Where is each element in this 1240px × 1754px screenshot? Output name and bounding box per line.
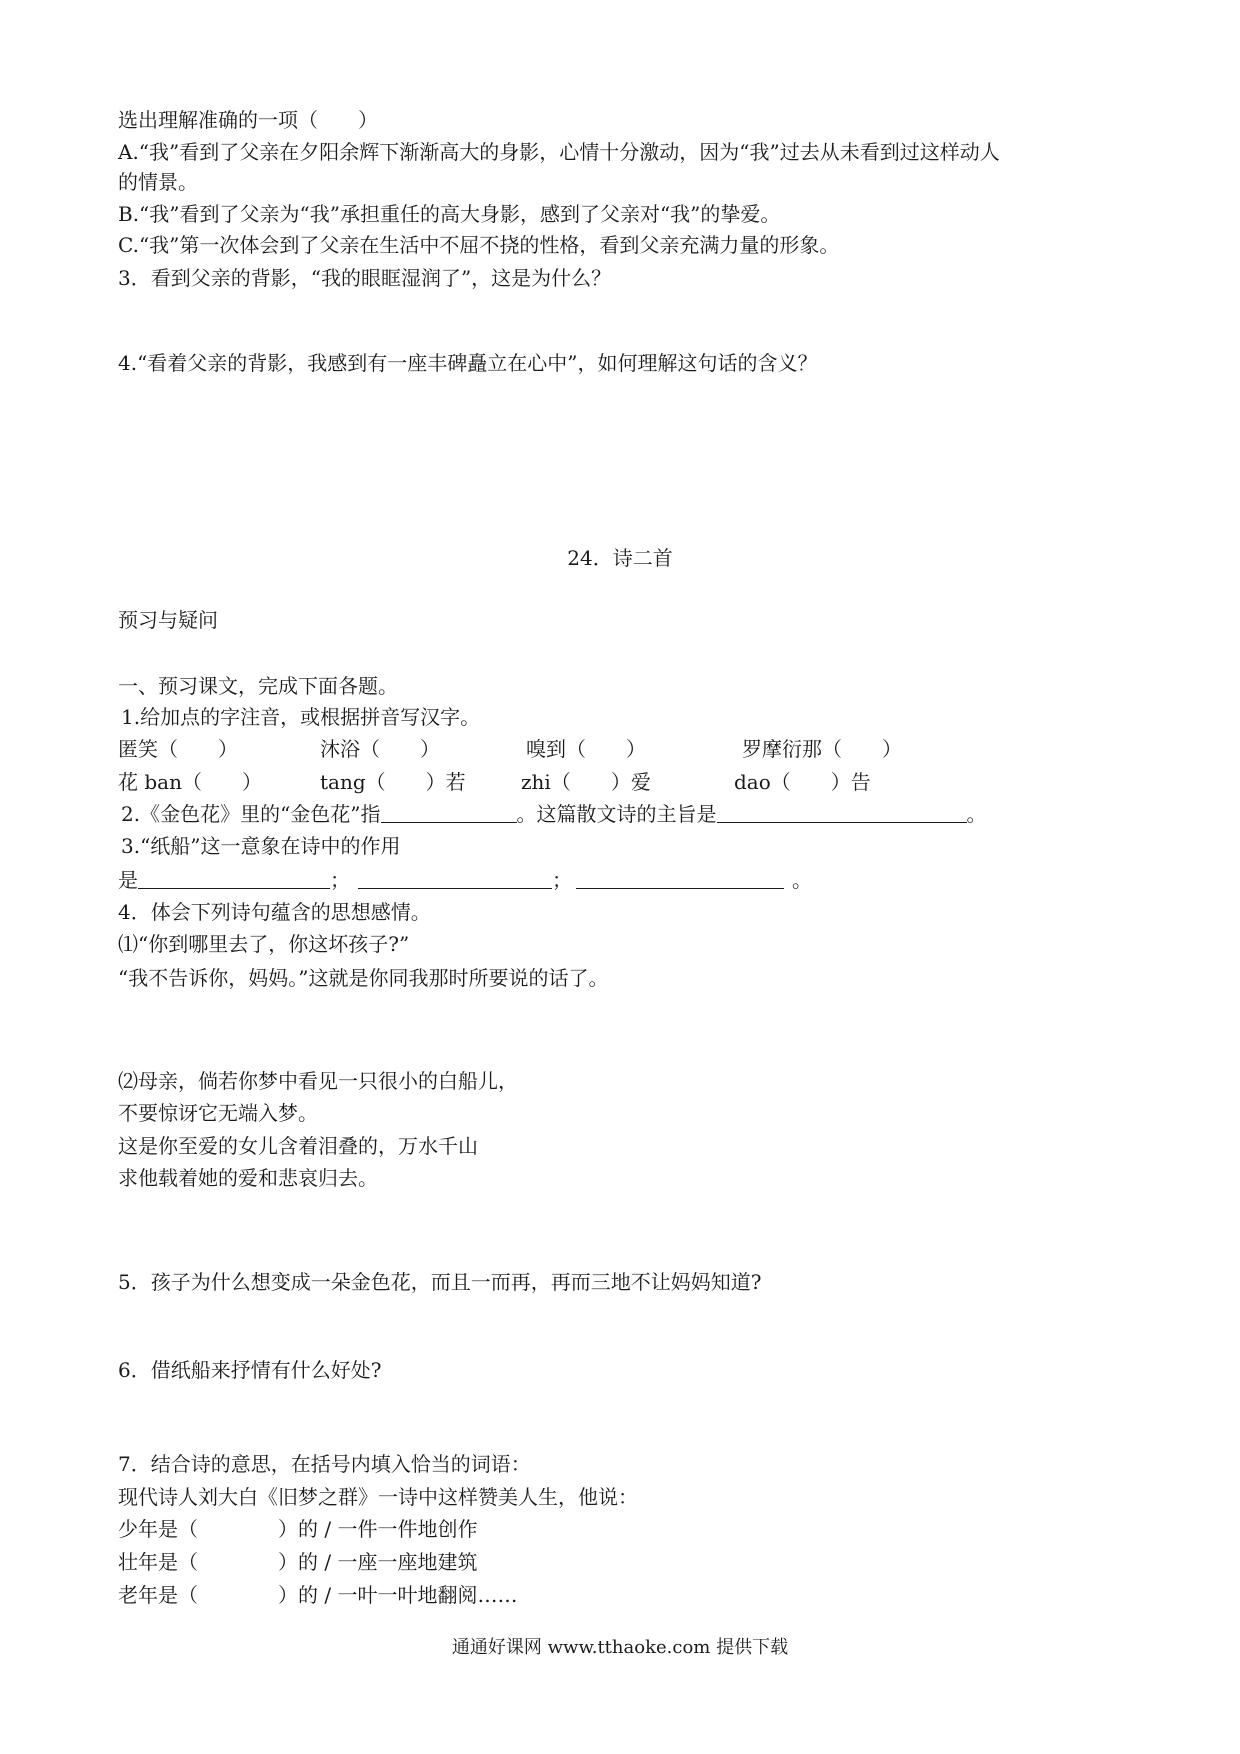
poem-line: 不要惊讶它无端入梦。	[118, 1101, 318, 1125]
pinyin-item: 嗅到（ ）	[526, 737, 646, 761]
question-7: 7．结合诗的意思，在括号内填入恰当的词语：	[118, 1452, 531, 1476]
answer-blank[interactable]	[138, 866, 330, 889]
answer-blank[interactable]	[381, 800, 517, 823]
q7-line: 少年是（ ）的 / 一件一件地创作	[118, 1517, 478, 1541]
q1-prompt: 1.给加点的字注音，或根据拼音写汉字。	[121, 705, 481, 729]
q2-end: 。	[966, 802, 987, 826]
part1-heading: 一、预习课文，完成下面各题。	[118, 674, 398, 698]
answer-blank[interactable]	[717, 800, 967, 823]
answer-blank[interactable]	[576, 866, 784, 889]
answer-blank[interactable]	[358, 866, 552, 889]
q2-prompt: 选出理解准确的一项（ ）	[118, 108, 378, 132]
q3-line2	[118, 864, 812, 896]
page-footer: 通通好课网 www.tthaoke.com 提供下载	[451, 1637, 789, 1658]
preview-heading: 预习与疑问	[118, 608, 218, 632]
pinyin-item: 匿笑（ ）	[118, 737, 238, 761]
q3-end: 。	[792, 868, 812, 892]
option-a-line2: 的情景。	[118, 170, 198, 194]
semicolon: ；	[552, 868, 572, 892]
pinyin-item: 罗摩衍那（ ）	[742, 737, 902, 761]
q7-line: 老年是（ ）的 / 一叶一叶地翻阅……	[118, 1583, 518, 1607]
question-3: 3．看到父亲的背影，“我的眼眶湿润了”，这是为什么？	[118, 266, 612, 290]
q4-1-line1: ⑴“你到哪里去了，你这坏孩子?”	[118, 932, 410, 956]
option-a-line1: A.“我”看到了父亲在夕阳余辉下渐渐高大的身影，心情十分激动，因为“我”过去从未看到过这样动人	[118, 140, 1000, 164]
q7-line: 壮年是（ ）的 / 一座一座地建筑	[118, 1550, 478, 1574]
semicolon: ；	[330, 868, 350, 892]
poem-line: 求他载着她的爱和悲哀归去。	[118, 1166, 378, 1190]
q3-line1: 3.“纸船”这一意象在诗中的作用	[121, 834, 401, 858]
question-5: 5．孩子为什么想变成一朵金色花，而且一而再，再而三地不让妈妈知道?	[118, 1270, 762, 1294]
pinyin-item: 沐浴（ ）	[320, 737, 440, 761]
pinyin-item: tang（ ）若	[320, 770, 466, 794]
q2-part2: 。这篇散文诗的主旨是	[516, 802, 717, 826]
poem-line: 这是你至爱的女儿含着泪叠的，万水千山	[118, 1134, 478, 1158]
option-b: B.“我”看到了父亲为“我”承担重任的高大身影，感到了父亲对“我”的挚爱。	[118, 202, 781, 226]
pinyin-item: zhi（ ）爱	[521, 770, 651, 794]
q4-1-line2: “我不告诉你，妈妈。”这就是你同我那时所要说的话了。	[118, 966, 609, 990]
poem-line: ⑵母亲，倘若你梦中看见一只很小的白船儿，	[118, 1069, 518, 1093]
q2-part1: 2.《金色花》里的“金色花”指	[121, 802, 381, 826]
pinyin-item: 花 ban（ ）	[118, 770, 262, 794]
lesson-title: 24．诗二首	[567, 546, 673, 570]
q3-shi: 是	[118, 868, 138, 892]
q2-line	[121, 798, 987, 830]
pinyin-item: dao（ ）告	[734, 770, 871, 794]
option-c: C.“我”第一次体会到了父亲在生活中不屈不挠的性格，看到父亲充满力量的形象。	[118, 233, 840, 257]
question-4: 4.“看着父亲的背影，我感到有一座丰碑矗立在心中”，如何理解这句话的含义？	[118, 351, 818, 375]
q4-heading: 4．体会下列诗句蕴含的思想感情。	[118, 900, 431, 924]
question-6: 6．借纸船来抒情有什么好处?	[118, 1358, 382, 1382]
q7-intro: 现代诗人刘大白《旧梦之群》一诗中这样赞美人生，他说：	[118, 1485, 638, 1509]
